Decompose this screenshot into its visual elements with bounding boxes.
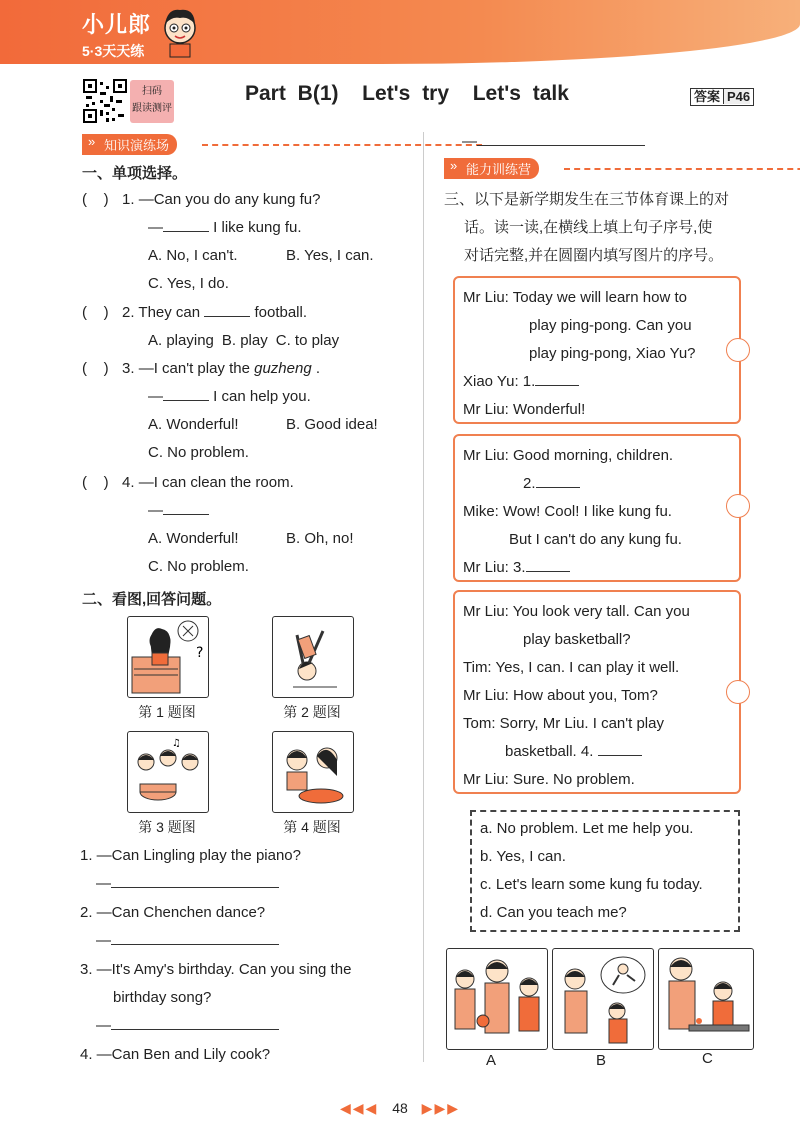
answer-blank-3[interactable] bbox=[526, 571, 570, 572]
choice-a: a. No problem. Let me help you. bbox=[480, 820, 694, 837]
picture-label-c: C bbox=[702, 1050, 713, 1067]
question-stem: —I can't play the bbox=[138, 360, 255, 377]
qr-code-icon[interactable] bbox=[82, 78, 128, 124]
picture-c bbox=[658, 948, 754, 1050]
choice-d: d. Can you teach me? bbox=[480, 904, 627, 921]
answer-blank[interactable] bbox=[163, 400, 209, 401]
answer-badge bbox=[690, 88, 754, 106]
picture-label-b: B bbox=[596, 1052, 607, 1069]
page-title: Part B(1) Let's try Let's talk bbox=[245, 82, 569, 105]
dash: — bbox=[462, 133, 477, 150]
picture-question-1 bbox=[80, 842, 415, 898]
question-text: . bbox=[311, 360, 321, 377]
picture-question-3 bbox=[80, 956, 415, 1040]
answer-paren[interactable]: ( ) bbox=[82, 474, 109, 491]
dialog-line: Mr Liu: Today we will learn how to bbox=[463, 289, 687, 306]
page-number-bar bbox=[0, 1100, 800, 1117]
question-text: 2. —Can Chenchen dance? bbox=[80, 904, 266, 921]
question-text: football. bbox=[254, 304, 308, 321]
dialog-line: But I can't do any kung fu. bbox=[509, 531, 682, 548]
picture-birthday bbox=[127, 731, 209, 813]
dialog-box-1 bbox=[453, 276, 741, 424]
picture-circle-3[interactable] bbox=[726, 680, 750, 704]
dialog-line: Mr Liu: Sure. No problem. bbox=[463, 771, 635, 788]
dash: — bbox=[148, 388, 163, 405]
question-text-cont: birthday song? bbox=[113, 989, 212, 1006]
dialog-line: Mike: Wow! Cool! I like kung fu. bbox=[463, 503, 672, 520]
section-tag-knowledge: » 知识演练场 bbox=[82, 134, 177, 155]
dialog-line: Tim: Yes, I can. I can play it well. bbox=[463, 659, 680, 676]
section-bar-knowledge bbox=[82, 134, 402, 154]
question-number: 3. bbox=[122, 360, 135, 377]
answer-paren[interactable]: ( ) bbox=[82, 191, 109, 208]
question-text: 4. —Can Ben and Lily cook? bbox=[80, 1046, 271, 1063]
answer-line[interactable] bbox=[111, 944, 279, 945]
scan-tag[interactable] bbox=[130, 80, 174, 123]
option-b: B. Yes, I can. bbox=[286, 247, 374, 264]
dialog-box-3 bbox=[453, 590, 741, 794]
answer-page: P46 bbox=[723, 89, 750, 104]
answer-line[interactable] bbox=[477, 145, 645, 146]
dialog-box-2 bbox=[453, 434, 741, 582]
heading-line-1: 三、以下是新学期发生在三节体育课上的对 bbox=[444, 191, 730, 208]
prev-arrows-icon: ◀◀◀ bbox=[340, 1100, 379, 1116]
picture-question-2 bbox=[80, 899, 415, 955]
mascot-icon bbox=[160, 6, 200, 58]
option-a: A. Wonderful! bbox=[148, 530, 239, 547]
question-number: 2. bbox=[122, 304, 135, 321]
option-b: B. Oh, no! bbox=[286, 530, 354, 547]
question-stem: —I can clean the room. bbox=[138, 474, 294, 491]
part3-heading bbox=[444, 186, 764, 270]
mc-question-3 bbox=[82, 355, 412, 467]
picture-label-a: A bbox=[486, 1052, 497, 1069]
answer-blank-2[interactable] bbox=[536, 487, 580, 488]
caption-3: 第 3 题图 bbox=[138, 819, 196, 835]
dialog-line: play ping-pong, Xiao Yu? bbox=[529, 345, 696, 362]
brand-name: 小儿郎 bbox=[82, 12, 152, 37]
answer-line[interactable] bbox=[111, 1029, 279, 1030]
question-text: 3. —It's Amy's birthday. Can you sing the bbox=[80, 961, 352, 978]
option-b: B. Good idea! bbox=[286, 416, 378, 433]
caption-1: 第 1 题图 bbox=[138, 704, 196, 720]
section-dash bbox=[564, 168, 800, 170]
section-tag-ability: » 能力训练营 bbox=[444, 158, 539, 179]
answer-line[interactable] bbox=[111, 887, 279, 888]
answer-blank-4[interactable] bbox=[598, 755, 642, 756]
dialog-line: play basketball? bbox=[523, 631, 631, 648]
dash: — bbox=[96, 932, 111, 949]
choice-c: c. Let's learn some kung fu today. bbox=[480, 876, 703, 893]
picture-b bbox=[552, 948, 654, 1050]
question-stem: They can bbox=[138, 304, 201, 321]
dialog-line: Xiao Yu: 1. bbox=[463, 373, 536, 390]
section-dash bbox=[202, 144, 482, 146]
heading-line-2: 话。读一读,在横线上填上句子序号,使 bbox=[464, 219, 713, 236]
question-number: 4. bbox=[122, 474, 135, 491]
dash: — bbox=[96, 1017, 111, 1034]
caption-2: 第 2 题图 bbox=[283, 704, 341, 720]
picture-piano bbox=[127, 616, 209, 698]
picture-question-4 bbox=[80, 1041, 415, 1069]
answer-paren[interactable]: ( ) bbox=[82, 304, 109, 321]
dash: — bbox=[96, 875, 111, 892]
next-arrows-icon: ▶▶▶ bbox=[421, 1100, 460, 1116]
answer-blank-1[interactable] bbox=[535, 385, 579, 386]
svg-text:?: ? bbox=[196, 645, 204, 661]
answer-blank[interactable] bbox=[163, 514, 209, 515]
part2-heading: 二、看图,回答问题。 bbox=[82, 591, 222, 608]
picture-circle-2[interactable] bbox=[726, 494, 750, 518]
dialog-line: basketball. 4. bbox=[505, 743, 594, 760]
option-a: A. Wonderful! bbox=[148, 416, 239, 433]
svg-text:♫: ♫ bbox=[172, 738, 181, 749]
picture-cook bbox=[272, 731, 354, 813]
question-italic-word: guzheng bbox=[254, 360, 312, 377]
option-a: A. playing bbox=[148, 332, 214, 349]
dialog-line: Mr Liu: Wonderful! bbox=[463, 401, 586, 418]
dialog-line: 2. bbox=[523, 475, 536, 492]
dialog-line: Mr Liu: Good morning, children. bbox=[463, 447, 674, 464]
answer-blank[interactable] bbox=[204, 316, 250, 317]
mc-question-2 bbox=[82, 299, 412, 355]
dialog-line: Tom: Sorry, Mr Liu. I can't play bbox=[463, 715, 664, 732]
dialog-line: Mr Liu: How about you, Tom? bbox=[463, 687, 658, 704]
dash: — bbox=[148, 502, 163, 519]
question-number: 1. bbox=[122, 191, 135, 208]
question-stem: —Can you do any kung fu? bbox=[138, 191, 321, 208]
option-c: C. to play bbox=[275, 332, 340, 349]
option-b: B. play bbox=[221, 332, 268, 349]
page-number: 48 bbox=[392, 1100, 408, 1116]
answer-paren[interactable]: ( ) bbox=[82, 360, 109, 377]
scan-tag-line1: 扫码 bbox=[142, 86, 162, 97]
part1-heading: 一、单项选择。 bbox=[82, 165, 188, 182]
brand-series: 5·3天天练 bbox=[82, 43, 145, 59]
dialog-line: Mr Liu: You look very tall. Can you bbox=[463, 603, 690, 620]
option-a: A. No, I can't. bbox=[148, 247, 238, 264]
mc-question-4 bbox=[82, 469, 412, 581]
picture-dance bbox=[272, 616, 354, 698]
mc-question-1 bbox=[82, 186, 412, 298]
choice-b: b. Yes, I can. bbox=[480, 848, 566, 865]
picture-a bbox=[446, 948, 548, 1050]
answer-label: 答案 bbox=[694, 89, 721, 104]
question-text: 1. —Can Lingling play the piano? bbox=[80, 847, 301, 864]
dash: — bbox=[148, 219, 163, 236]
brand-logo bbox=[82, 8, 151, 61]
heading-line-3: 对话完整,并在圆圈内填写图片的序号。 bbox=[464, 247, 724, 264]
option-c: C. Yes, I do. bbox=[148, 275, 229, 292]
picture-circle-1[interactable] bbox=[726, 338, 750, 362]
question-text: I can help you. bbox=[213, 388, 311, 405]
section-bar-ability bbox=[444, 158, 764, 178]
option-c: C. No problem. bbox=[148, 444, 249, 461]
scan-tag-line2: 跟读测评 bbox=[132, 103, 172, 114]
dialog-line: Mr Liu: 3. bbox=[463, 559, 526, 576]
continued-answer bbox=[462, 128, 645, 156]
caption-4: 第 4 题图 bbox=[283, 819, 341, 835]
question-text: I like kung fu. bbox=[213, 219, 302, 236]
dialog-line: play ping-pong. Can you bbox=[529, 317, 692, 334]
column-divider bbox=[423, 132, 424, 1062]
option-c: C. No problem. bbox=[148, 558, 249, 575]
sentence-choices bbox=[470, 810, 740, 932]
answer-blank[interactable] bbox=[163, 231, 209, 232]
